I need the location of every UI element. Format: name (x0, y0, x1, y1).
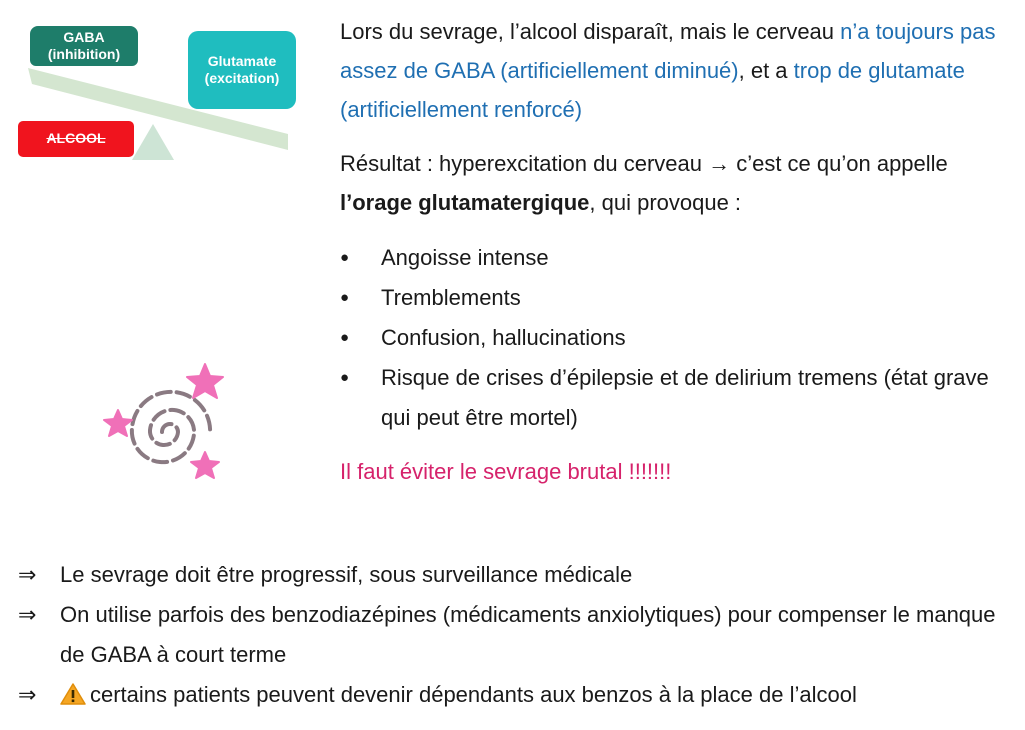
balance-diagram (0, 0, 320, 180)
gaba-box (30, 26, 138, 66)
conclusion-line-2 (18, 595, 1018, 675)
warning-text: Il faut éviter le sevrage brutal !!!!!!! (340, 459, 672, 484)
intro-text-1: Lors du sevrage, l’alcool disparaît, mais le cerveau (340, 19, 841, 44)
implies-arrow-icon: ⇒ (18, 602, 37, 627)
gaba-subtitle: (inhibition) (47, 46, 121, 62)
implies-arrow-icon: ⇒ (18, 562, 37, 587)
glutamate-title: Glutamate (207, 52, 277, 69)
intro-paragraph (340, 12, 1020, 129)
balance-fulcrum (132, 124, 174, 160)
result-text-1: Résultat : hyperexcitation du cerveau → c’est ce qu’on appelle (340, 151, 948, 176)
result-bold-term: l’orage glutamatergique (340, 190, 590, 215)
conclusion-text-2: On utilise parfois des benzodiazépines (médicaments anxiolytiques) pour compenser le manque de GABA à court terme (60, 602, 996, 667)
glutamate-box (188, 31, 296, 109)
alcool-label: ALCOOL (46, 130, 106, 147)
list-item: ● Risque de crises d’épilepsie et de delirium tremens (état grave qui peut être mortel) (340, 358, 1020, 438)
list-item: ● Tremblements (340, 278, 1020, 318)
intro-highlight-gaba: n’a toujours pas assez de GABA (artificiellement diminué) (340, 19, 996, 83)
result-paragraph (340, 144, 1020, 222)
conclusion-text-3-wrapper (60, 675, 1018, 715)
glutamate-subtitle: (excitation) (204, 70, 280, 86)
conclusion-line-1 (18, 555, 1018, 595)
symptom-list (340, 238, 1020, 438)
list-item: ● Confusion, hallucinations (340, 318, 1020, 358)
intro-text-2: , et a (738, 58, 794, 83)
conclusion-line-3 (18, 675, 1018, 715)
list-item: ● Angoisse intense (340, 238, 1020, 278)
alcool-box (18, 121, 134, 157)
gaba-title: GABA (63, 28, 105, 45)
warning-triangle-icon (60, 683, 86, 705)
dizzy-spiral-stars-icon (100, 362, 240, 492)
conclusion-text-1: Le sevrage doit être progressif, sous surveillance médicale (60, 562, 633, 587)
implies-arrow-icon: ⇒ (18, 682, 37, 707)
conclusion-text-3: certains patients peuvent devenir dépendants aux benzos à la place de l’alcool (90, 682, 857, 707)
intro-highlight-glutamate: trop de glutamate (artificiellement renforcé) (340, 58, 965, 122)
result-text-2: , qui provoque : (589, 190, 742, 215)
